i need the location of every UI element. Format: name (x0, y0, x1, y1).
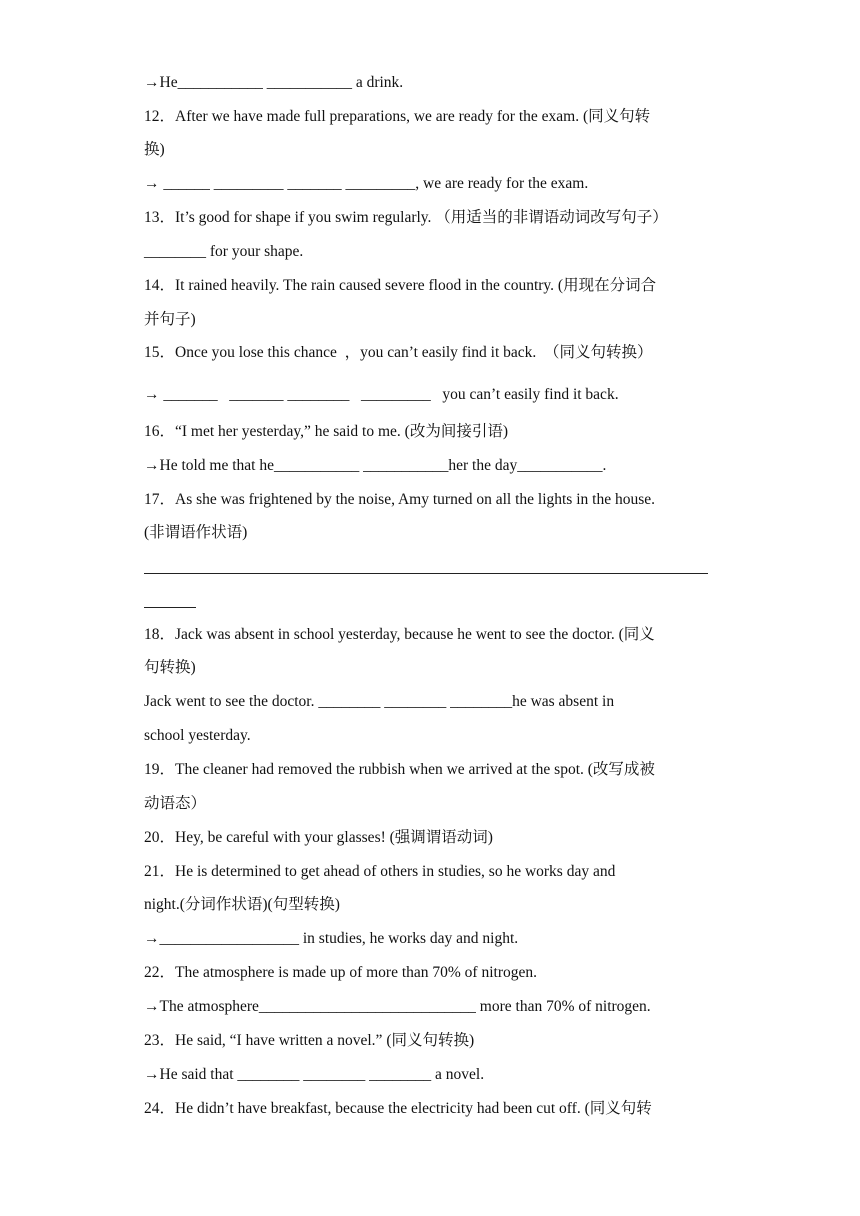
question-15: 15．Once you lose this chance ，you can’t easily find it back. （同义句转换） (144, 344, 653, 361)
question-23: 23．He said, “I have written a novel.” (同义句转换) (144, 1032, 475, 1049)
question-24: 24．He didn’t have breakfast, because the electricity had been cut off. (同义句转 (144, 1100, 652, 1117)
question-17-cont: (非谓语作状语) (144, 524, 248, 541)
answer-line-18: Jack went to see the doctor. ________ ________ ________he was absent in (144, 693, 615, 710)
question-21: 21．He is determined to get ahead of others in studies, so he works day and (144, 863, 616, 880)
answer-line-11: →He___________ ___________ a drink. (144, 74, 404, 91)
answer-line-12: → ______ _________ _______ _________, we are ready for the exam. (144, 175, 589, 192)
question-13: 13．It’s good for shape if you swim regularly. （用适当的非谓语动词改写句子） (144, 209, 668, 226)
question-18: 18．Jack was absent in school yesterday, because he went to see the doctor. (同义 (144, 626, 655, 643)
answer-line-21: →__________________ in studies, he works day and night. (144, 930, 519, 947)
question-12-cont: 换) (144, 141, 165, 158)
question-21-cont: night.(分词作状语)(句型转换) (144, 896, 340, 913)
answer-line-16: →He told me that he___________ ___________her the day___________. (144, 457, 607, 474)
question-20: 20．Hey, be careful with your glasses! (强调谓语动词) (144, 829, 493, 846)
answer-rule-17-cont (144, 607, 196, 608)
answer-line-13: ________ for your shape. (144, 243, 304, 260)
answer-rule-17 (144, 573, 708, 574)
question-12: 12．After we have made full preparations, we are ready for the exam. (同义句转 (144, 108, 651, 125)
question-19-cont: 动语态） (144, 795, 207, 812)
question-14: 14．It rained heavily. The rain caused severe flood in the country. (用现在分词合 (144, 277, 657, 294)
question-18-cont: 句转换) (144, 659, 196, 676)
answer-line-18-cont: school yesterday. (144, 727, 251, 744)
question-22: 22．The atmosphere is made up of more than 70% of nitrogen. (144, 964, 537, 981)
answer-line-22: →The atmosphere____________________________ more than 70% of nitrogen. (144, 998, 651, 1015)
question-16: 16．“I met her yesterday,” he said to me. (改为间接引语) (144, 423, 509, 440)
question-17: 17．As she was frightened by the noise, Amy turned on all the lights in the house. (144, 491, 655, 508)
answer-line-15: → _______ _______ ________ _________ you can’t easily find it back. (144, 386, 619, 403)
answer-line-23: →He said that ________ ________ ________ a novel. (144, 1066, 485, 1083)
question-14-cont: 并句子) (144, 311, 196, 328)
question-19: 19．The cleaner had removed the rubbish when we arrived at the spot. (改写成被 (144, 761, 655, 778)
